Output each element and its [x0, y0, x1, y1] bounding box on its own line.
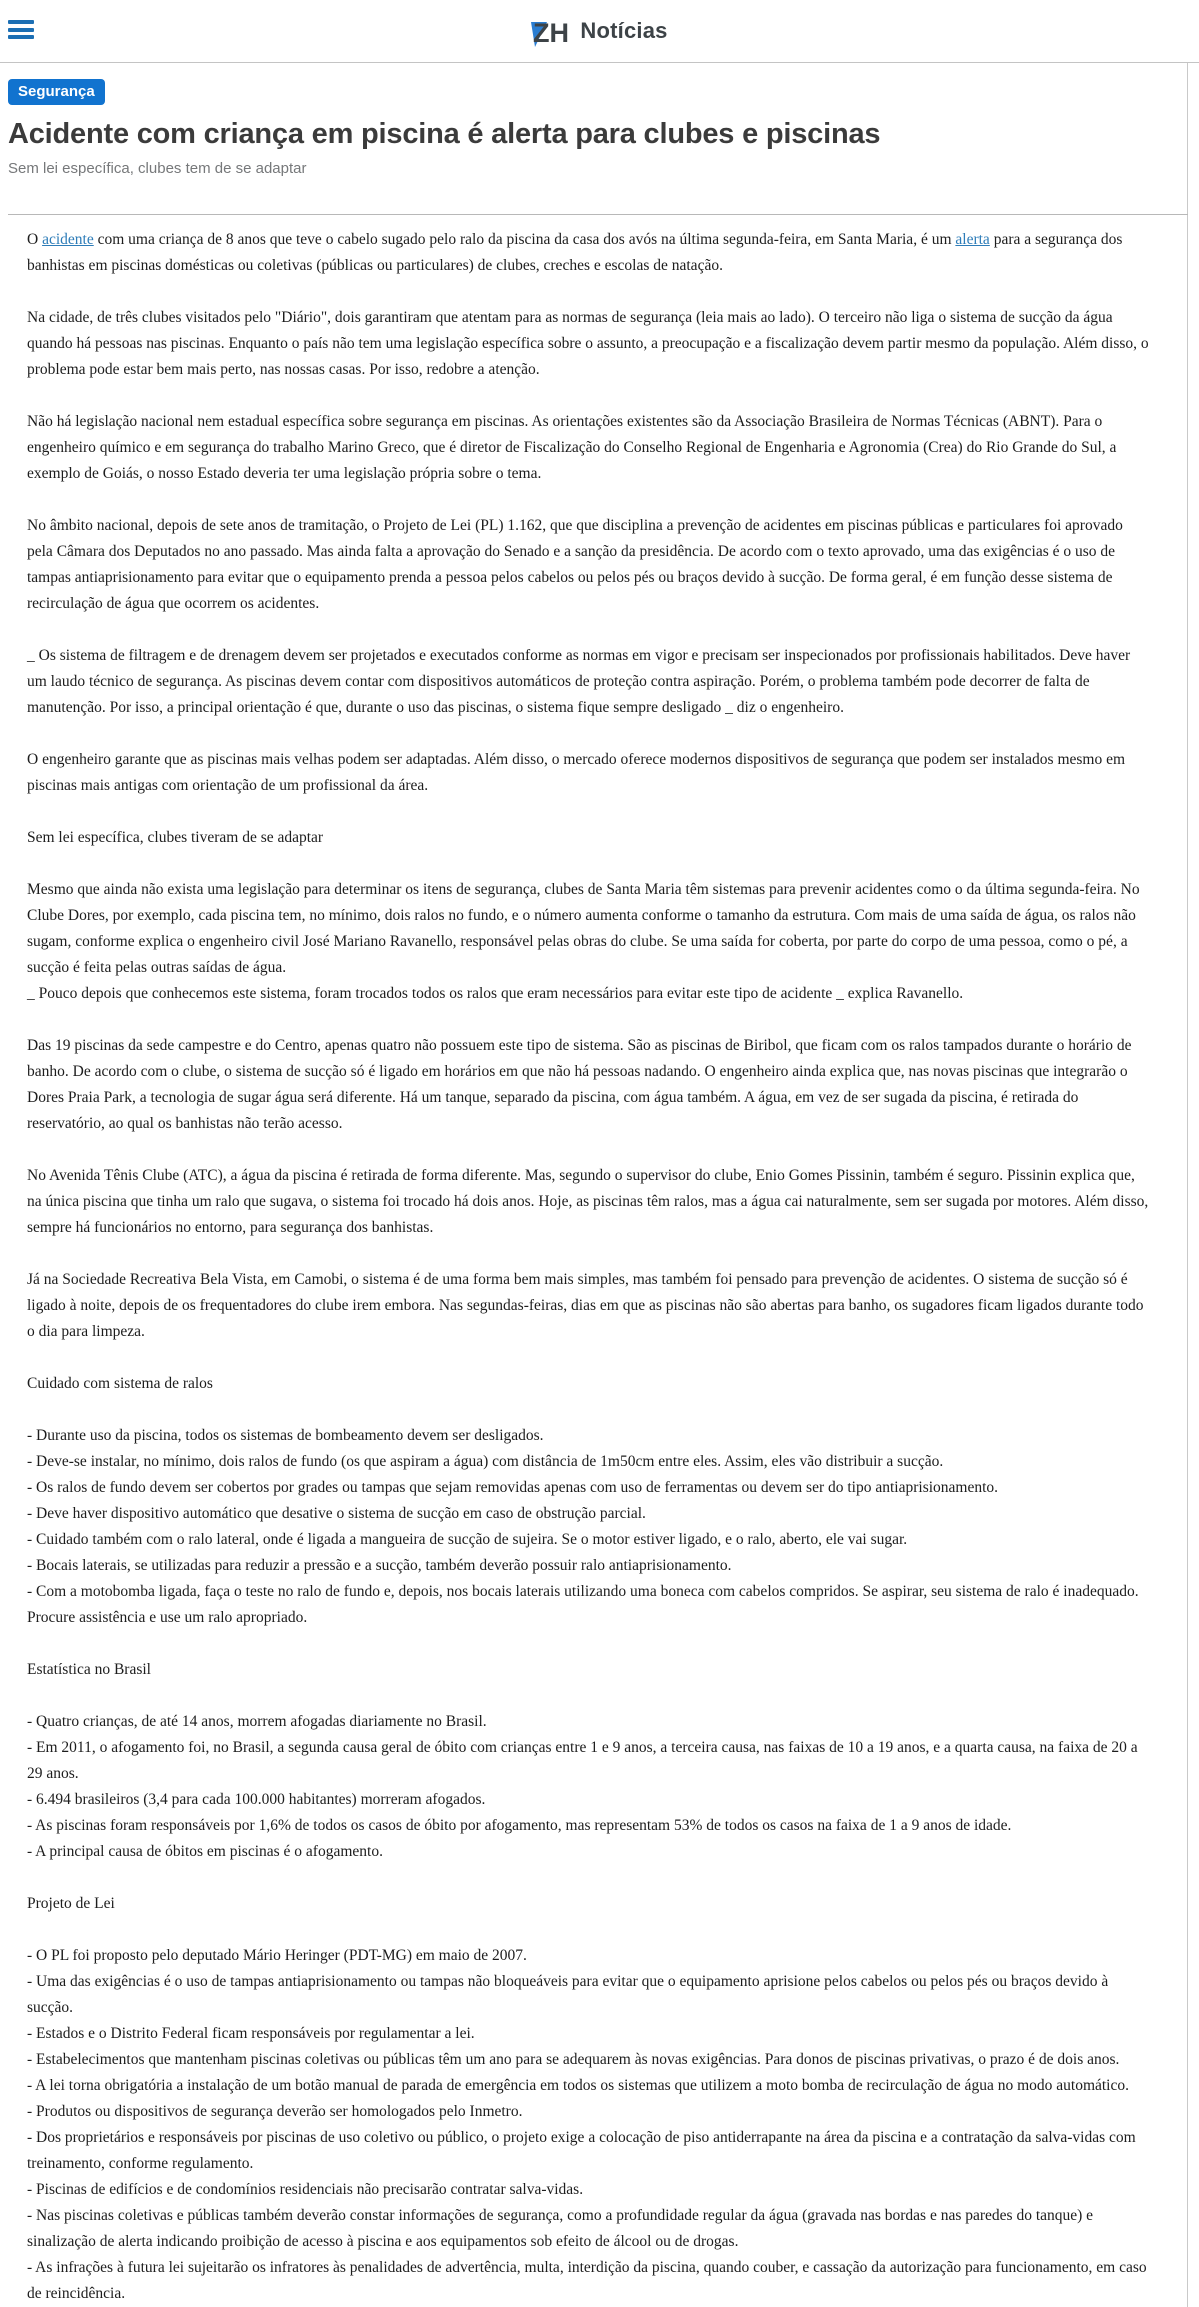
article-title: Acidente com criança em piscina é alerta para clubes e piscinas [8, 118, 881, 150]
list-item: - Os ralos de fundo devem ser cobertos por grades ou tampas que sejam removidas apenas com uso de ferramentas ou devem ser do tipo antiaprisionamento. [27, 1479, 999, 1496]
menu-button[interactable] [8, 20, 34, 39]
paragraph-text: com uma criança de 8 anos que teve o cabelo sugado pelo ralo da piscina da casa dos avós na última segunda-feira, em Santa Maria, é um [93, 231, 956, 248]
list-item: - 6.494 brasileiros (3,4 para cada 100.000 habitantes) morreram afogados. [27, 1791, 486, 1808]
hamburger-icon [8, 35, 34, 39]
info-list [27, 1709, 1149, 1865]
paragraph [27, 877, 1149, 1007]
list-item: - Em 2011, o afogamento foi, no Brasil, a segunda causa geral de óbito com crianças entre 1 e 9 anos, a terceira causa, nas faixas de 10 a 19 anos, e a quarta causa, na faixa de 20 a 29 anos. [27, 1739, 1138, 1782]
list-item: - Produtos ou dispositivos de segurança deverão ser homologados pelo Inmetro. [27, 2103, 523, 2120]
hamburger-icon [8, 20, 34, 24]
list-item: - Deve haver dispositivo automático que desative o sistema de sucção em caso de obstrução parcial. [27, 1505, 646, 1522]
site-header [0, 0, 1199, 63]
section-heading: Estatística no Brasil [27, 1661, 151, 1678]
info-list [27, 1943, 1149, 2307]
list-item: - Cuidado também com o ralo lateral, onde é ligada a mangueira de sucção de sujeira. Se o motor estiver ligado, e o ralo, aberto, ele vai sugar. [27, 1531, 908, 1548]
list-item: - Piscinas de edifícios e de condomínios residenciais não precisarão contratar salva-vidas. [27, 2181, 584, 2198]
list-item: - Estados e o Distrito Federal ficam responsáveis por regulamentar a lei. [27, 2025, 475, 2042]
paragraph-line: _ Pouco depois que conhecemos este sistema, foram trocados todos os ralos que eram necessários para evitar este tipo de acidente _ explica Ravanello. [27, 985, 964, 1002]
list-item: - A lei torna obrigatória a instalação de um botão manual de parada de emergência em todos os sistemas que utilizem a moto bomba de recirculação de água no modo automático. [27, 2077, 1129, 2094]
section-heading: Cuidado com sistema de ralos [27, 1375, 213, 1392]
list-item: - Quatro crianças, de até 14 anos, morrem afogadas diariamente no Brasil. [27, 1713, 487, 1730]
paragraph: Das 19 piscinas da sede campestre e do Centro, apenas quatro não possuem este tipo de sistema. São as piscinas de Biribol, que ficam com os ralos tampados durante o horário de banho. De acordo com o clube, o sistema de sucção só é ligado em horários em que não há pessoas nadando. O engenheiro ainda explica que, nas novas piscinas que integrarão o Dores Praia Park, a tecnologia de sugar água será diferente. Há um tanque, separado da piscina, com água também. A água, em vez de ser sugada da piscina, é retirada do reservatório, ao qual os banhistas não terão acesso. [27, 1037, 1132, 1132]
article-body [0, 215, 1187, 2307]
zh-logo-letters: ZH [533, 18, 570, 48]
paragraph: Não há legislação nacional nem estadual específica sobre segurança em piscinas. As orientações existentes são da Associação Brasileira de Normas Técnicas (ABNT). Para o engenheiro químico e em segurança do trabalho Marino Greco, que é diretor de Fiscalização do Conselho Regional de Engenharia e Agronomia (Crea) do Rio Grande do Sul, a exemplo de Goiás, o nosso Estado deveria ter uma legislação própria sobre o tema. [27, 413, 1117, 482]
category-badge[interactable]: Segurança [8, 79, 105, 105]
list-item: - Uma das exigências é o uso de tampas antiaprisionamento ou tampas não bloqueáveis para evitar que o equipamento aprisione pelos cabelos ou pelos pés ou braços devido à sucção. [27, 1973, 1109, 2016]
list-item: - O PL foi proposto pelo deputado Mário Heringer (PDT-MG) em maio de 2007. [27, 1947, 527, 1964]
hamburger-icon [8, 28, 34, 32]
article-subtitle: Sem lei específica, clubes tem de se adaptar [8, 160, 307, 177]
list-item: - As piscinas foram responsáveis por 1,6% de todos os casos de óbito por afogamento, mas representam 53% de todos os casos na faixa de 1 a 9 anos de idade. [27, 1817, 1012, 1834]
list-item: - Deve-se instalar, no mínimo, dois ralos de fundo (os que aspiram a água) com distância de 1m50cm entre eles. Assim, eles vão distribuir a sucção. [27, 1453, 944, 1470]
zh-noticias-logo[interactable] [531, 14, 667, 48]
list-item: - As infrações à futura lei sujeitarão os infratores às penalidades de advertência, multa, interdição da piscina, quando couber, e cassação da autorização para funcionamento, em caso de reincidência. [27, 2259, 1147, 2302]
list-item: - Dos proprietários e responsáveis por piscinas de uso coletivo ou público, o projeto exige a colocação de piso antiderrapante na área da piscina e a contratação da salva-vidas com treinamento, conforme regulamento. [27, 2129, 1136, 2172]
paragraph-text: O [27, 231, 43, 248]
section-heading: Sem lei específica, clubes tiveram de se adaptar [27, 829, 324, 846]
paragraph: No Avenida Tênis Clube (ATC), a água da piscina é retirada de forma diferente. Mas, segundo o supervisor do clube, Enio Gomes Pissinin, também é seguro. Pissinin explica que, na única piscina que tinha um ralo que sugava, o sistema foi trocado há dois anos. Hoje, as piscinas têm ralos, mas a água cai naturalmente, sem ser sugada por motores. Além disso, sempre há funcionários no entorno, para segurança dos banhistas. [27, 1167, 1149, 1236]
logo-text: Notícias [580, 18, 668, 43]
info-list [27, 1423, 1149, 1631]
list-item: - Durante uso da piscina, todos os sistemas de bombeamento devem ser desligados. [27, 1427, 544, 1444]
inline-link[interactable]: alerta [955, 231, 990, 248]
paragraph: No âmbito nacional, depois de sete anos de tramitação, o Projeto de Lei (PL) 1.162, que que disciplina a prevenção de acidentes em piscinas públicas e particulares foi aprovado pela Câmara dos Deputados no ano passado. Mas ainda falta a aprovação do Senado e a sanção da presidência. De acordo com o texto aprovado, uma das exigências é o uso de tampas antiaprisionamento para evitar que o equipamento prenda a pessoa pelos cabelos ou pelos pés ou braços devido à sucção. De forma geral, é em função desse sistema de recirculação de água que ocorrem os acidentes. [27, 517, 1123, 612]
list-item: - Estabelecimentos que mantenham piscinas coletivas ou públicas têm um ano para se adequarem às novas exigências. Para donos de piscinas privativas, o prazo é de dois anos. [27, 2051, 1120, 2068]
paragraph: Na cidade, de três clubes visitados pelo "Diário", dois garantiram que atentam para as normas de segurança (leia mais ao lado). O terceiro não liga o sistema de sucção da água quando há pessoas nas piscinas. Enquanto o país não tem uma legislação específica sobre o assunto, a preocupação e a fiscalização devem partir mesmo da população. Além disso, o problema pode estar bem mais perto, nas nossas casas. Por isso, redobre a atenção. [27, 309, 1149, 378]
inline-link[interactable]: acidente [42, 231, 94, 248]
paragraph [27, 227, 1149, 279]
paragraph: Já na Sociedade Recreativa Bela Vista, em Camobi, o sistema é de uma forma bem mais simples, mas também foi pensado para prevenção de acidentes. O sistema de sucção só é ligado à noite, depois de os frequentadores do clube irem embora. Nas segundas-feiras, dias em que as piscinas não são abertas para banho, os sugadores ficam ligados durante todo o dia para limpeza. [27, 1271, 1144, 1340]
list-item: - Com a motobomba ligada, faça o teste no ralo de fundo e, depois, nos bocais laterais utilizando uma boneca com cabelos compridos. Se aspirar, seu sistema de ralo é inadequado. Procure assistência e use um ralo apropriado. [27, 1583, 1139, 1626]
paragraph-line: Mesmo que ainda não exista uma legislação para determinar os itens de segurança, clubes de Santa Maria têm sistemas para prevenir acidentes como o da última segunda-feira. No Clube Dores, por exemplo, cada piscina tem, no mínimo, dois ralos no fundo, e o número aumenta conforme o tamanho da estrutura. Com mais de uma saída de água, os ralos não sugam, conforme explica o engenheiro civil José Mariano Ravanello, responsável pelas obras do clube. Se uma saída for coberta, por parte do corpo de uma pessoa, como o pé, a sucção é feita pelas outras saídas de água. [27, 881, 1140, 976]
paragraph: _ Os sistema de filtragem e de drenagem devem ser projetados e executados conforme as normas em vigor e precisam ser inspecionados por profissionais habilitados. Deve haver um laudo técnico de segurança. As piscinas devem contar com dispositivos automáticos de proteção contra aspiração. Porém, o problema também pode decorrer de falta de manutenção. Por isso, a principal orientação é que, durante o uso das piscinas, o sistema fique sempre desligado _ diz o engenheiro. [27, 647, 1131, 716]
paragraph-text: para a segurança dos banhistas em piscinas domésticas ou coletivas (públicas ou particulares) de clubes, creches e escolas de natação. [27, 231, 1123, 274]
zh-logo-icon [531, 14, 571, 48]
list-item: - A principal causa de óbitos em piscinas é o afogamento. [27, 1843, 383, 1860]
paragraph: O engenheiro garante que as piscinas mais velhas podem ser adaptadas. Além disso, o mercado oferece modernos dispositivos de segurança que podem ser instalados mesmo em piscinas mais antigas com orientação de um profissional da área. [27, 751, 1126, 794]
content-area [0, 63, 1188, 2307]
list-item: - Bocais laterais, se utilizadas para reduzir a pressão e a sucção, também deverão possuir ralo antiaprisionamento. [27, 1557, 732, 1574]
list-item: - Nas piscinas coletivas e públicas também deverão constar informações de segurança, como a profundidade regular da água (gravada nas bordas e nas paredes do tanque) e sinalização de alerta indicando proibição de acesso à piscina e aos equipamentos sob efeito de álcool ou de drogas. [27, 2207, 1094, 2250]
section-heading: Projeto de Lei [27, 1895, 115, 1912]
